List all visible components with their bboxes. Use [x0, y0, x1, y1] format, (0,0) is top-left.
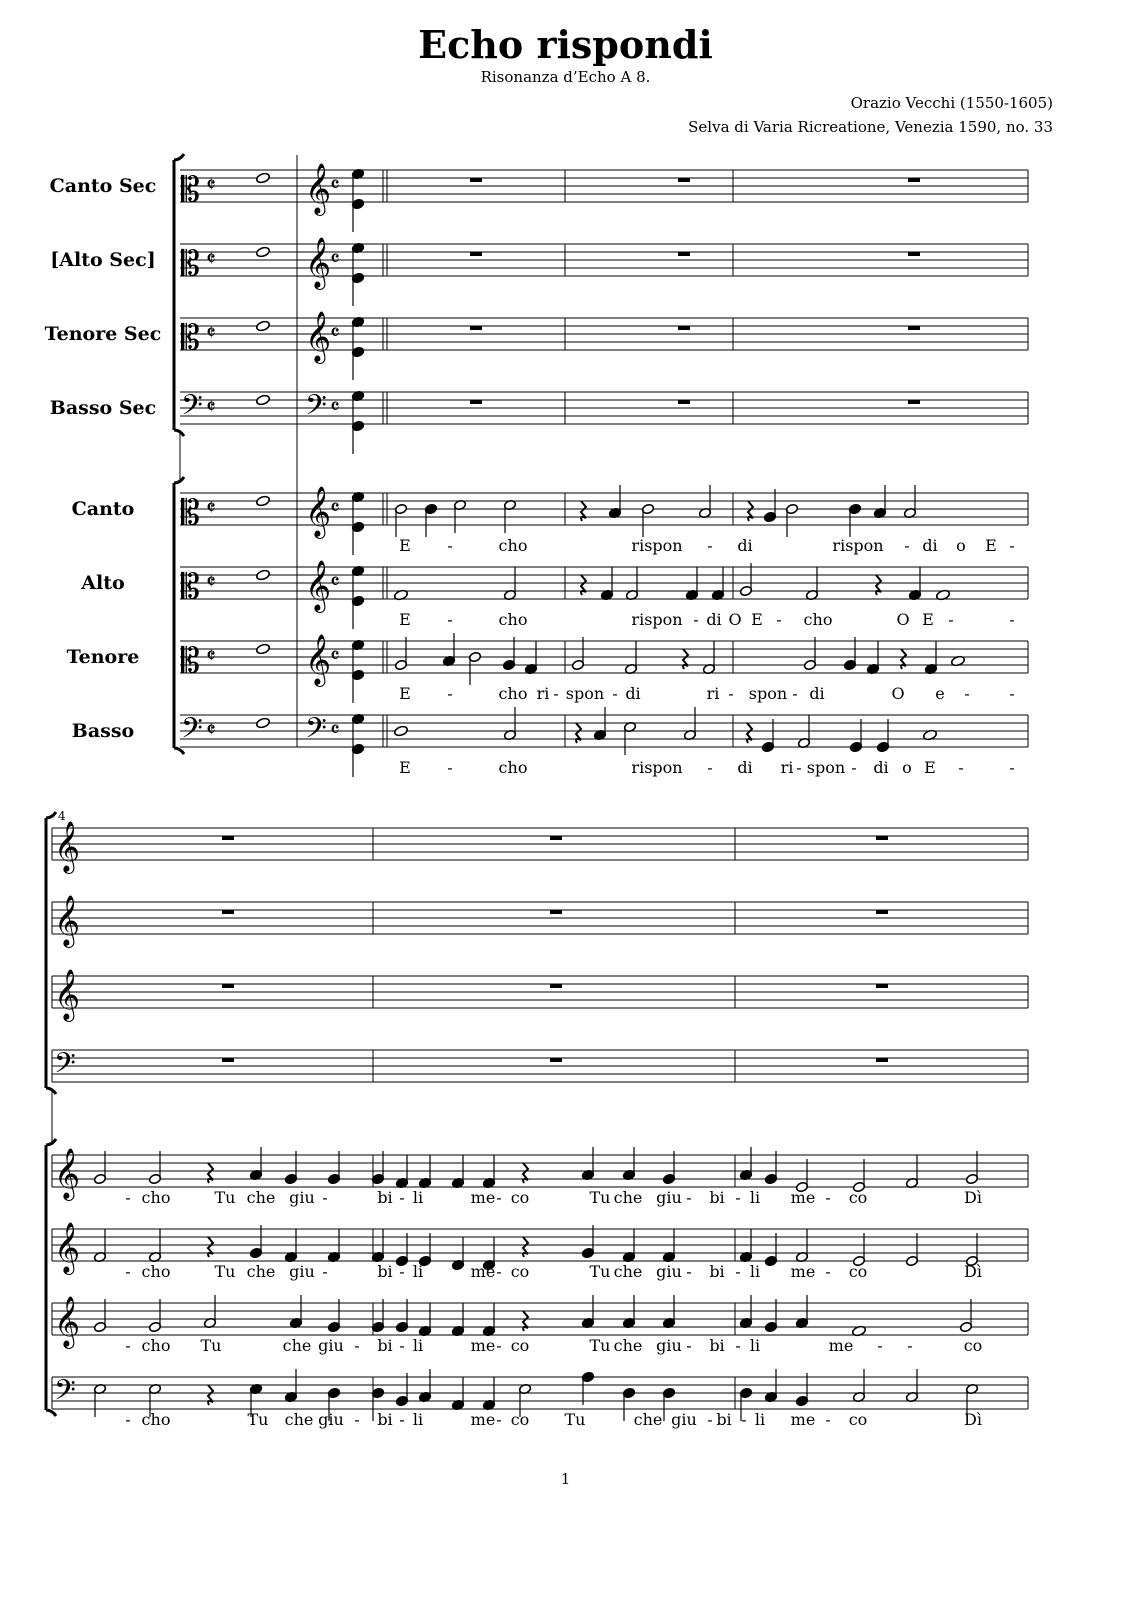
lyric-syllable: - [553, 684, 559, 703]
lyric-syllable: - [125, 1336, 131, 1355]
lyric-syllable: bi [377, 1336, 393, 1355]
treble-clef-icon: 𝄞 [54, 895, 81, 946]
lyric-syllable: cho [141, 1410, 171, 1429]
whole-rest [908, 400, 920, 404]
instrument-label: Basso Sec [49, 397, 157, 419]
lyric-syllable: cho [498, 536, 528, 555]
page-number: 1 [560, 1470, 571, 1488]
lyric-syllable: - [686, 1336, 692, 1355]
lyric-syllable: ri [780, 758, 794, 777]
lyric-syllable: - [825, 1188, 831, 1207]
time-signature: 𝄴 [330, 173, 340, 198]
lyric-syllable: - [612, 684, 618, 703]
measure-number: 4 [58, 809, 66, 823]
time-signature: 𝄴 [330, 570, 340, 595]
lyric-syllable: - [851, 758, 857, 777]
lyric-syllable: Dì [964, 1262, 982, 1281]
composer-credit: Orazio Vecchi (1550-1605) [850, 94, 1053, 112]
lyric-syllable: - [825, 1410, 831, 1429]
lyric-syllable: - [399, 1188, 405, 1207]
lyric-syllable: - [792, 684, 798, 703]
lyric-syllable: rispon [631, 536, 683, 555]
note-head [256, 172, 271, 184]
lyric-syllable: di [737, 536, 753, 555]
lyric-syllable: me [790, 1262, 816, 1281]
lyric-syllable: che [282, 1336, 312, 1355]
score-title: Echo rispondi [418, 22, 713, 67]
whole-rest [470, 326, 482, 330]
whole-rest [222, 984, 234, 988]
lyric-syllable: di [809, 684, 825, 703]
whole-rest [470, 252, 482, 256]
instrument-label: Basso [71, 720, 135, 742]
lyric-syllable: - [1009, 536, 1015, 555]
time-signature: 𝄴 [330, 247, 340, 272]
lyric-syllable: giu [671, 1410, 697, 1429]
quarter-rest [581, 501, 586, 521]
lyric-syllable: - [125, 1410, 131, 1429]
lyric-syllable: co [963, 1336, 983, 1355]
lyric-syllable: cho [803, 610, 833, 629]
lyric-syllable: bi [709, 1336, 725, 1355]
time-signature: 𝄴 [330, 718, 340, 743]
lyric-syllable: che [613, 1188, 643, 1207]
treble-clef-icon: 𝄞 [54, 1148, 81, 1199]
lyric-syllable: che [633, 1410, 663, 1429]
lyric-syllable: - [496, 1262, 502, 1281]
lyric-syllable: - [707, 1410, 713, 1429]
lyric-syllable: - [904, 536, 910, 555]
treble-clef-icon: 𝄞 [305, 634, 332, 685]
lyric-syllable: me [470, 1188, 496, 1207]
lyric-syllable: giu [289, 1262, 315, 1281]
lyric-syllable: giu [318, 1410, 344, 1429]
treble-clef-icon: 𝄞 [305, 311, 332, 362]
lyric-syllable: E [985, 536, 997, 555]
whole-rest [678, 326, 690, 330]
treble-clef-icon: 𝄞 [54, 1296, 81, 1347]
lyric-syllable: E [922, 610, 934, 629]
lyric-syllable: e [935, 684, 945, 703]
lyric-syllable: - [399, 1336, 405, 1355]
lyric-syllable: - [735, 1188, 741, 1207]
lyric-syllable: bi [377, 1262, 393, 1281]
lyric-syllable: di [873, 758, 889, 777]
bass-clef-icon: 𝄢 [181, 712, 203, 752]
lyric-syllable: co [510, 1262, 530, 1281]
whole-rest [222, 1058, 234, 1062]
note-head [256, 394, 271, 406]
note-head [256, 495, 271, 507]
treble-clef-icon: 𝄞 [305, 560, 332, 611]
lyric-syllable: E [924, 758, 936, 777]
lyric-syllable: - [707, 536, 713, 555]
lyric-syllable: - [958, 758, 964, 777]
note-head [394, 725, 409, 737]
lyric-syllable: - [496, 1188, 502, 1207]
lyric-syllable: - [399, 1262, 405, 1281]
lyric-syllable: - [496, 1410, 502, 1429]
lyric-syllable: co [848, 1262, 868, 1281]
lyric-syllable: Tu [247, 1410, 269, 1429]
whole-rest [678, 400, 690, 404]
lyric-syllable: li [749, 1262, 761, 1281]
lyric-syllable: O [896, 610, 910, 629]
quarter-rest [748, 501, 753, 521]
lyric-syllable: cho [141, 1188, 171, 1207]
time-signature: 𝄵 [206, 644, 216, 669]
note-head [256, 717, 271, 729]
lyric-syllable: bi [716, 1410, 732, 1429]
instrument-label: Alto [81, 572, 125, 594]
lyric-syllable: me [470, 1336, 496, 1355]
lyric-syllable: bi [377, 1410, 393, 1429]
time-signature: 𝄴 [330, 496, 340, 521]
note-head [256, 246, 271, 258]
quarter-rest [901, 649, 906, 669]
lyric-syllable: giu [656, 1262, 682, 1281]
lyric-syllable: che [613, 1336, 643, 1355]
time-signature: 𝄵 [206, 321, 216, 346]
instrument-label: Tenore [66, 646, 140, 668]
time-signature: 𝄵 [206, 247, 216, 272]
time-signature: 𝄴 [330, 321, 340, 346]
lyric-syllable: Dì [964, 1188, 982, 1207]
whole-rest [470, 400, 482, 404]
lyric-syllable: bi [709, 1188, 725, 1207]
lyric-syllable: - [964, 684, 970, 703]
whole-rest [470, 178, 482, 182]
quarter-rest [581, 575, 586, 595]
lyric-syllable: me [470, 1410, 496, 1429]
lyric-syllable: Tu [564, 1410, 586, 1429]
instrument-label: Canto Sec [49, 175, 157, 197]
lyric-syllable: di [922, 536, 938, 555]
whole-rest [908, 178, 920, 182]
lyric-syllable: Tu [589, 1336, 611, 1355]
time-signature: 𝄴 [330, 644, 340, 669]
lyric-syllable: - [322, 1188, 328, 1207]
lyric-syllable: - [125, 1262, 131, 1281]
quarter-rest [208, 1237, 213, 1257]
bass-clef-icon: 𝄢 [181, 389, 203, 429]
lyric-syllable: Tu [214, 1262, 236, 1281]
treble-clef-icon: 𝄞 [54, 1222, 81, 1273]
lyric-syllable: - [686, 1262, 692, 1281]
lyric-syllable: me [828, 1336, 854, 1355]
lyric-syllable: co [848, 1188, 868, 1207]
lyric-syllable: - [1009, 610, 1015, 629]
quarter-rest [523, 1311, 528, 1331]
time-signature: 𝄵 [206, 173, 216, 198]
whole-rest [908, 326, 920, 330]
whole-rest [876, 836, 888, 840]
lyric-syllable: spon [565, 684, 605, 703]
lyric-syllable: che [246, 1188, 276, 1207]
time-signature: 𝄵 [206, 496, 216, 521]
whole-rest [876, 910, 888, 914]
bass-clef-icon: 𝄢 [54, 1047, 76, 1087]
lyric-syllable: cho [498, 610, 528, 629]
treble-clef-icon: 𝄞 [305, 237, 332, 288]
lyric-syllable: rispon [631, 610, 683, 629]
lyric-syllable: - [776, 610, 782, 629]
lyric-syllable: rispon [832, 536, 884, 555]
c-clef-icon: 𝄡 [181, 244, 200, 284]
lyric-syllable: giu [656, 1336, 682, 1355]
lyric-syllable: ri [536, 684, 550, 703]
lyric-syllable: giu [318, 1336, 344, 1355]
lyric-syllable: - [728, 684, 734, 703]
lyric-syllable: li [412, 1262, 424, 1281]
whole-rest [550, 1058, 562, 1062]
lyric-syllable: co [510, 1336, 530, 1355]
lyric-syllable: spon [748, 684, 788, 703]
lyric-syllable: co [510, 1188, 530, 1207]
note-head [256, 569, 271, 581]
whole-rest [876, 984, 888, 988]
quarter-rest [747, 723, 752, 743]
quarter-rest [576, 723, 581, 743]
lyric-syllable: di [706, 610, 722, 629]
lyric-syllable: - [354, 1336, 360, 1355]
lyric-syllable: di [625, 684, 641, 703]
quarter-rest [523, 1163, 528, 1183]
lyric-syllable: - [948, 610, 954, 629]
lyric-syllable: Tu [589, 1262, 611, 1281]
lyric-syllable: - [796, 758, 802, 777]
quarter-rest [683, 649, 688, 669]
bass-clef-icon: 𝄢 [305, 389, 327, 429]
lyric-syllable: che [246, 1262, 276, 1281]
instrument-label: [Alto Sec] [50, 249, 156, 271]
time-signature: 𝄵 [206, 395, 216, 420]
lyric-syllable: cho [498, 684, 528, 703]
lyric-syllable: li [749, 1188, 761, 1207]
whole-rest [222, 910, 234, 914]
lyric-syllable: co [510, 1410, 530, 1429]
lyric-syllable: - [447, 684, 453, 703]
c-clef-icon: 𝄡 [181, 567, 200, 607]
treble-clef-icon: 𝄞 [305, 163, 332, 214]
time-signature: 𝄴 [330, 395, 340, 420]
lyric-syllable: - [1009, 684, 1015, 703]
whole-rest [550, 910, 562, 914]
whole-rest [550, 836, 562, 840]
lyric-syllable: giu [656, 1188, 682, 1207]
lyric-syllable: bi [377, 1188, 393, 1207]
whole-rest [678, 178, 690, 182]
lyric-syllable: O [728, 610, 742, 629]
c-clef-icon: 𝄡 [181, 641, 200, 681]
lyric-syllable: - [877, 1336, 883, 1355]
whole-rest [550, 984, 562, 988]
lyric-syllable: E [751, 610, 763, 629]
lyric-syllable: li [412, 1188, 424, 1207]
lyric-syllable: - [825, 1262, 831, 1281]
c-clef-icon: 𝄡 [181, 318, 200, 358]
note-head [256, 643, 271, 655]
quarter-rest [208, 1385, 213, 1405]
lyric-syllable: me [790, 1410, 816, 1429]
lyric-syllable: - [707, 758, 713, 777]
c-clef-icon: 𝄡 [181, 493, 200, 533]
score-subtitle: Risonanza d’Echo A 8. [480, 68, 651, 86]
lyric-syllable: o [956, 536, 966, 555]
lyric-syllable: che [284, 1410, 314, 1429]
whole-rest [908, 252, 920, 256]
bass-clef-icon: 𝄢 [54, 1374, 76, 1414]
lyric-syllable: che [613, 1262, 643, 1281]
bass-clef-icon: 𝄢 [305, 712, 327, 752]
lyric-syllable: - [354, 1410, 360, 1429]
lyric-syllable: li [754, 1410, 766, 1429]
lyric-syllable: li [412, 1336, 424, 1355]
whole-rest [222, 836, 234, 840]
lyric-syllable: E [399, 536, 411, 555]
whole-rest [876, 1058, 888, 1062]
quarter-rest [876, 575, 881, 595]
lyric-syllable: co [848, 1410, 868, 1429]
lyric-syllable: - [907, 1336, 913, 1355]
lyric-syllable: - [735, 1262, 741, 1281]
lyric-syllable: Tu [589, 1188, 611, 1207]
note-head [256, 320, 271, 332]
lyric-syllable: E [399, 610, 411, 629]
treble-clef-icon: 𝄞 [54, 969, 81, 1020]
lyric-syllable: Dì [964, 1410, 982, 1429]
c-clef-icon: 𝄡 [181, 170, 200, 210]
lyric-syllable: spon [806, 758, 846, 777]
lyric-syllable: Tu [214, 1188, 236, 1207]
lyric-syllable: cho [141, 1336, 171, 1355]
lyric-syllable: - [735, 1336, 741, 1355]
lyric-syllable: giu [289, 1188, 315, 1207]
treble-clef-icon: 𝄞 [54, 821, 81, 872]
instrument-label: Canto [71, 498, 135, 520]
lyric-syllable: ri [706, 684, 720, 703]
lyric-syllable: - [686, 1188, 692, 1207]
lyric-syllable: Tu [200, 1336, 222, 1355]
source-credit: Selva di Varia Ricreatione, Venezia 1590, no. 33 [688, 118, 1053, 136]
lyric-syllable: cho [498, 758, 528, 777]
lyric-syllable: me [790, 1188, 816, 1207]
lyric-syllable: - [447, 536, 453, 555]
lyric-syllable: - [447, 610, 453, 629]
lyric-syllable: - [741, 1410, 747, 1429]
quarter-rest [208, 1163, 213, 1183]
lyric-syllable: - [1009, 758, 1015, 777]
lyric-syllable: bi [709, 1262, 725, 1281]
lyric-syllable: - [447, 758, 453, 777]
lyric-syllable: - [399, 1410, 405, 1429]
lyric-syllable: me [470, 1262, 496, 1281]
lyric-syllable: E [399, 758, 411, 777]
lyric-syllable: - [693, 610, 699, 629]
lyric-syllable: cho [141, 1262, 171, 1281]
time-signature: 𝄵 [206, 718, 216, 743]
lyric-syllable: li [749, 1336, 761, 1355]
quarter-rest [523, 1237, 528, 1257]
lyric-syllable: li [412, 1410, 424, 1429]
instrument-label: Tenore Sec [44, 323, 162, 345]
lyric-syllable: - [125, 1188, 131, 1207]
lyric-syllable: O [891, 684, 905, 703]
lyric-syllable: - [496, 1336, 502, 1355]
lyric-syllable: o [902, 758, 912, 777]
whole-rest [678, 252, 690, 256]
lyric-syllable: rispon [631, 758, 683, 777]
lyric-syllable: E [399, 684, 411, 703]
time-signature: 𝄵 [206, 570, 216, 595]
lyric-syllable: di [737, 758, 753, 777]
lyric-syllable: - [322, 1262, 328, 1281]
treble-clef-icon: 𝄞 [305, 486, 332, 537]
